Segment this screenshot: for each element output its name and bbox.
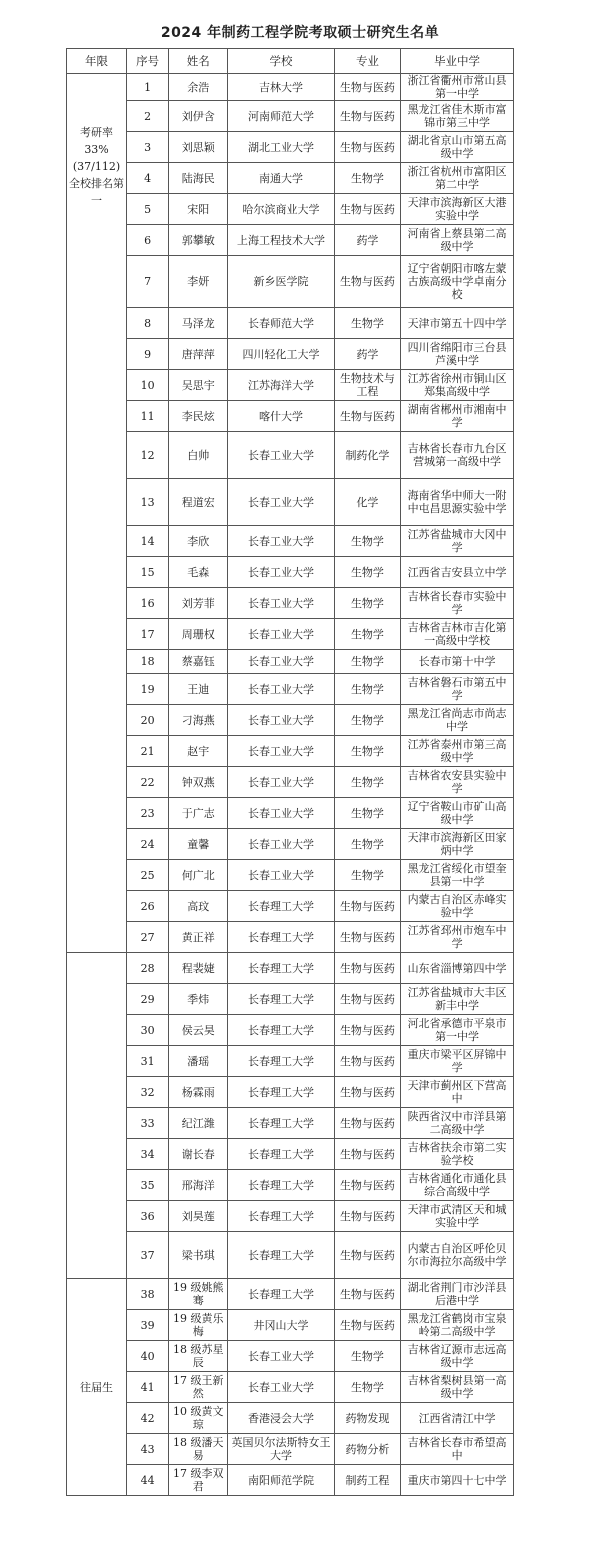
table-row (67, 1372, 514, 1403)
highschool-cell: 吉林省扶余市第二实验学校 (401, 1139, 514, 1170)
school-cell: 长春工业大学 (228, 1341, 334, 1372)
name-cell: 17 级李双君 (169, 1465, 228, 1496)
name-cell: 梁书琪 (169, 1232, 228, 1279)
seq-cell: 11 (127, 401, 169, 432)
name-cell: 王迪 (169, 674, 228, 705)
table-row (67, 829, 514, 860)
major-cell: 制药工程 (334, 1465, 400, 1496)
highschool-cell: 海南省华中师大一附中屯昌思源实验中学 (401, 479, 514, 526)
major-cell: 生物与医药 (334, 1139, 400, 1170)
school-cell: 长春工业大学 (228, 860, 334, 891)
school-cell: 长春理工大学 (228, 1046, 334, 1077)
school-cell: 英国贝尔法斯特女王大学 (228, 1434, 334, 1465)
seq-cell: 30 (127, 1015, 169, 1046)
admission-table (66, 48, 514, 1496)
seq-cell: 22 (127, 767, 169, 798)
header-name: 姓名 (169, 49, 228, 74)
major-cell: 生物学 (334, 705, 400, 736)
name-cell: 李妍 (169, 256, 228, 308)
table-row (67, 588, 514, 619)
table-row (67, 557, 514, 588)
seq-cell: 27 (127, 922, 169, 953)
school-cell: 香港浸会大学 (228, 1403, 334, 1434)
table-row (67, 1170, 514, 1201)
table-row (67, 767, 514, 798)
seq-cell: 33 (127, 1108, 169, 1139)
seq-cell: 28 (127, 953, 169, 984)
highschool-cell: 辽宁省鞍山市矿山高级中学 (401, 798, 514, 829)
highschool-cell: 吉林省磐石市第五中学 (401, 674, 514, 705)
school-cell: 四川轻化工大学 (228, 339, 334, 370)
major-cell: 生物技术与工程 (334, 370, 400, 401)
table-row (67, 1310, 514, 1341)
table-row (67, 860, 514, 891)
highschool-cell: 吉林省长春市实验中学 (401, 588, 514, 619)
major-cell: 生物与医药 (334, 1015, 400, 1046)
seq-cell: 23 (127, 798, 169, 829)
highschool-cell: 长春市第十中学 (401, 650, 514, 674)
name-cell: 高玟 (169, 891, 228, 922)
table-row (67, 74, 514, 101)
table-row (67, 432, 514, 479)
school-cell: 长春理工大学 (228, 1170, 334, 1201)
school-cell: 长春理工大学 (228, 891, 334, 922)
name-cell: 季炜 (169, 984, 228, 1015)
name-cell: 余浩 (169, 74, 228, 101)
name-cell: 钟双燕 (169, 767, 228, 798)
table-row (67, 705, 514, 736)
name-cell: 谢长春 (169, 1139, 228, 1170)
highschool-cell: 浙江省衢州市常山县第一中学 (401, 74, 514, 101)
table-row (67, 1232, 514, 1279)
school-cell: 长春理工大学 (228, 1108, 334, 1139)
school-cell: 长春工业大学 (228, 526, 334, 557)
major-cell: 生物学 (334, 557, 400, 588)
table-row (67, 1077, 514, 1108)
major-cell: 药物分析 (334, 1434, 400, 1465)
highschool-cell: 四川省绵阳市三台县芦溪中学 (401, 339, 514, 370)
major-cell: 制药化学 (334, 432, 400, 479)
seq-cell: 20 (127, 705, 169, 736)
major-cell: 生物学 (334, 163, 400, 194)
major-cell: 生物学 (334, 650, 400, 674)
highschool-cell: 江苏省泰州市第三高级中学 (401, 736, 514, 767)
name-cell: 潘瑶 (169, 1046, 228, 1077)
name-cell: 吴思宇 (169, 370, 228, 401)
name-cell: 周珊权 (169, 619, 228, 650)
seq-cell: 15 (127, 557, 169, 588)
table-row (67, 1403, 514, 1434)
school-cell: 长春工业大学 (228, 650, 334, 674)
seq-cell: 32 (127, 1077, 169, 1108)
table-row (67, 1108, 514, 1139)
seq-cell: 7 (127, 256, 169, 308)
seq-cell: 13 (127, 479, 169, 526)
school-cell: 长春工业大学 (228, 736, 334, 767)
major-cell: 生物学 (334, 308, 400, 339)
highschool-cell: 辽宁省朝阳市喀左蒙古族高级中学卓南分校 (401, 256, 514, 308)
school-cell: 南阳师范学院 (228, 1465, 334, 1496)
school-cell: 长春工业大学 (228, 674, 334, 705)
highschool-cell: 天津市滨海新区大港实验中学 (401, 194, 514, 225)
school-cell: 长春理工大学 (228, 984, 334, 1015)
name-cell: 邢海洋 (169, 1170, 228, 1201)
school-cell: 上海工程技术大学 (228, 225, 334, 256)
table-row (67, 922, 514, 953)
highschool-cell: 重庆市第四十七中学 (401, 1465, 514, 1496)
school-cell: 长春工业大学 (228, 798, 334, 829)
seq-cell: 37 (127, 1232, 169, 1279)
seq-cell: 31 (127, 1046, 169, 1077)
seq-cell: 40 (127, 1341, 169, 1372)
header-school: 学校 (228, 49, 334, 74)
seq-cell: 34 (127, 1139, 169, 1170)
major-cell: 生物学 (334, 526, 400, 557)
highschool-cell: 湖北省京山市第五高级中学 (401, 132, 514, 163)
table-row (67, 1015, 514, 1046)
seq-cell: 8 (127, 308, 169, 339)
name-cell: 郭攀敏 (169, 225, 228, 256)
highschool-cell: 天津市滨海新区田家炳中学 (401, 829, 514, 860)
major-cell: 生物与医药 (334, 984, 400, 1015)
seq-cell: 2 (127, 101, 169, 132)
name-cell: 黄正祥 (169, 922, 228, 953)
name-cell: 刘思颖 (169, 132, 228, 163)
highschool-cell: 吉林省农安县实验中学 (401, 767, 514, 798)
table-row (67, 736, 514, 767)
school-cell: 长春工业大学 (228, 1372, 334, 1403)
seq-cell: 41 (127, 1372, 169, 1403)
table-row (67, 984, 514, 1015)
page-title: 2024 年制药工程学院考取硕士研究生名单 (160, 25, 440, 41)
school-cell: 南通大学 (228, 163, 334, 194)
school-cell: 长春理工大学 (228, 953, 334, 984)
name-cell: 程道宏 (169, 479, 228, 526)
name-cell: 童馨 (169, 829, 228, 860)
seq-cell: 18 (127, 650, 169, 674)
name-cell: 刘伊含 (169, 101, 228, 132)
table-row (67, 132, 514, 163)
highschool-cell: 陕西省汉中市洋县第二高级中学 (401, 1108, 514, 1139)
highschool-cell: 重庆市梁平区屏锦中学 (401, 1046, 514, 1077)
table-row (67, 256, 514, 308)
table-row (67, 674, 514, 705)
highschool-cell: 天津市蓟州区下营高中 (401, 1077, 514, 1108)
name-cell: 18 级潘天易 (169, 1434, 228, 1465)
school-cell: 哈尔滨商业大学 (228, 194, 334, 225)
name-cell: 赵宇 (169, 736, 228, 767)
header-row (67, 49, 514, 74)
school-cell: 长春工业大学 (228, 588, 334, 619)
seq-cell: 6 (127, 225, 169, 256)
seq-cell: 35 (127, 1170, 169, 1201)
seq-cell: 25 (127, 860, 169, 891)
table-row (67, 798, 514, 829)
school-cell: 长春工业大学 (228, 705, 334, 736)
highschool-cell: 吉林省吉林市吉化第一高级中学校 (401, 619, 514, 650)
school-cell: 长春师范大学 (228, 308, 334, 339)
name-cell: 李民炫 (169, 401, 228, 432)
seq-cell: 17 (127, 619, 169, 650)
school-cell: 新乡医学院 (228, 256, 334, 308)
table-row (67, 479, 514, 526)
major-cell: 生物与医药 (334, 1201, 400, 1232)
school-cell: 长春理工大学 (228, 1232, 334, 1279)
header-year: 年限 (67, 49, 127, 74)
seq-cell: 29 (127, 984, 169, 1015)
school-cell: 江苏海洋大学 (228, 370, 334, 401)
seq-cell: 3 (127, 132, 169, 163)
school-cell: 长春工业大学 (228, 829, 334, 860)
highschool-cell: 黑龙江省佳木斯市富锦市第三中学 (401, 101, 514, 132)
table-row (67, 619, 514, 650)
major-cell: 生物与医药 (334, 1170, 400, 1201)
highschool-cell: 内蒙古自治区赤峰实验中学 (401, 891, 514, 922)
school-cell: 井冈山大学 (228, 1310, 334, 1341)
highschool-cell: 河南省上蔡县第二高级中学 (401, 225, 514, 256)
major-cell: 生物与医药 (334, 194, 400, 225)
header-major: 专业 (334, 49, 400, 74)
name-cell: 纪江潍 (169, 1108, 228, 1139)
name-cell: 19 级黄乐梅 (169, 1310, 228, 1341)
school-cell: 长春理工大学 (228, 1139, 334, 1170)
table-row (67, 1279, 514, 1310)
highschool-cell: 江西省吉安县立中学 (401, 557, 514, 588)
school-cell: 长春工业大学 (228, 479, 334, 526)
highschool-cell: 湖北省荆门市沙洋县后港中学 (401, 1279, 514, 1310)
name-cell: 刁海燕 (169, 705, 228, 736)
seq-cell: 12 (127, 432, 169, 479)
major-cell: 生物与医药 (334, 1279, 400, 1310)
name-cell: 李欣 (169, 526, 228, 557)
table-row (67, 891, 514, 922)
major-cell: 生物学 (334, 674, 400, 705)
header-highschool: 毕业中学 (401, 49, 514, 74)
highschool-cell: 江苏省邳州市炮车中学 (401, 922, 514, 953)
table-row (67, 1139, 514, 1170)
major-cell: 生物学 (334, 860, 400, 891)
major-cell: 生物与医药 (334, 401, 400, 432)
seq-cell: 42 (127, 1403, 169, 1434)
name-cell: 陆海民 (169, 163, 228, 194)
table-row (67, 1434, 514, 1465)
major-cell: 生物与医药 (334, 891, 400, 922)
seq-cell: 9 (127, 339, 169, 370)
name-cell: 10 级黄文琼 (169, 1403, 228, 1434)
name-cell: 唐萍萍 (169, 339, 228, 370)
highschool-cell: 江苏省徐州市铜山区郑集高级中学 (401, 370, 514, 401)
major-cell: 生物学 (334, 798, 400, 829)
school-cell: 长春理工大学 (228, 1077, 334, 1108)
major-cell: 生物与医药 (334, 953, 400, 984)
highschool-cell: 天津市第五十四中学 (401, 308, 514, 339)
table-row (67, 1341, 514, 1372)
school-cell: 长春工业大学 (228, 619, 334, 650)
seq-cell: 4 (127, 163, 169, 194)
name-cell: 于广志 (169, 798, 228, 829)
major-cell: 生物与医药 (334, 74, 400, 101)
major-cell: 生物与医药 (334, 1046, 400, 1077)
name-cell: 白帅 (169, 432, 228, 479)
major-cell: 生物学 (334, 829, 400, 860)
seq-cell: 16 (127, 588, 169, 619)
seq-cell: 44 (127, 1465, 169, 1496)
highschool-cell: 黑龙江省尚志市尚志中学 (401, 705, 514, 736)
name-cell: 刘芳菲 (169, 588, 228, 619)
table-row (67, 1046, 514, 1077)
group-label: 考研率 33%(37/112) 全校排名第一 (67, 74, 127, 953)
highschool-cell: 吉林省长春市希望高中 (401, 1434, 514, 1465)
major-cell: 生物学 (334, 1341, 400, 1372)
name-cell: 19 级姚熊骞 (169, 1279, 228, 1310)
highschool-cell: 吉林省通化市通化县综合高级中学 (401, 1170, 514, 1201)
name-cell: 杨霖雨 (169, 1077, 228, 1108)
major-cell: 生物与医药 (334, 922, 400, 953)
seq-cell: 1 (127, 74, 169, 101)
table-row (67, 1201, 514, 1232)
major-cell: 药物发现 (334, 1403, 400, 1434)
table-row (67, 225, 514, 256)
major-cell: 生物学 (334, 1372, 400, 1403)
school-cell: 长春理工大学 (228, 1201, 334, 1232)
major-cell: 生物与医药 (334, 256, 400, 308)
group-label: 往届生 (67, 1279, 127, 1496)
seq-cell: 14 (127, 526, 169, 557)
highschool-cell: 江苏省盐城市大丰区新丰中学 (401, 984, 514, 1015)
major-cell: 生物与医药 (334, 1077, 400, 1108)
seq-cell: 10 (127, 370, 169, 401)
major-cell: 生物学 (334, 736, 400, 767)
major-cell: 生物与医药 (334, 132, 400, 163)
seq-cell: 26 (127, 891, 169, 922)
name-cell: 宋阳 (169, 194, 228, 225)
major-cell: 生物与医药 (334, 1108, 400, 1139)
highschool-cell: 吉林省辽源市志远高级中学 (401, 1341, 514, 1372)
major-cell: 生物与医药 (334, 1232, 400, 1279)
table-row (67, 526, 514, 557)
name-cell: 毛森 (169, 557, 228, 588)
header-no: 序号 (127, 49, 169, 74)
school-cell: 长春工业大学 (228, 557, 334, 588)
table-row (67, 308, 514, 339)
major-cell: 生物与医药 (334, 101, 400, 132)
group-label (67, 953, 127, 1279)
table-row (67, 401, 514, 432)
name-cell: 18 级苏星辰 (169, 1341, 228, 1372)
highschool-cell: 山东省淄博第四中学 (401, 953, 514, 984)
name-cell: 何广北 (169, 860, 228, 891)
table-row (67, 339, 514, 370)
highschool-cell: 湖南省郴州市湘南中学 (401, 401, 514, 432)
highschool-cell: 江苏省盐城市大冈中学 (401, 526, 514, 557)
major-cell: 生物学 (334, 619, 400, 650)
seq-cell: 43 (127, 1434, 169, 1465)
table-row (67, 163, 514, 194)
table-row (67, 101, 514, 132)
name-cell: 蔡嘉钰 (169, 650, 228, 674)
major-cell: 生物与医药 (334, 1310, 400, 1341)
school-cell: 喀什大学 (228, 401, 334, 432)
highschool-cell: 浙江省杭州市富阳区第二中学 (401, 163, 514, 194)
highschool-cell: 天津市武清区天和城实验中学 (401, 1201, 514, 1232)
name-cell: 马泽龙 (169, 308, 228, 339)
highschool-cell: 江西省清江中学 (401, 1403, 514, 1434)
school-cell: 吉林大学 (228, 74, 334, 101)
seq-cell: 38 (127, 1279, 169, 1310)
school-cell: 长春理工大学 (228, 922, 334, 953)
seq-cell: 24 (127, 829, 169, 860)
seq-cell: 36 (127, 1201, 169, 1232)
school-cell: 长春理工大学 (228, 1015, 334, 1046)
name-cell: 程裴婕 (169, 953, 228, 984)
seq-cell: 21 (127, 736, 169, 767)
major-cell: 生物学 (334, 588, 400, 619)
seq-cell: 39 (127, 1310, 169, 1341)
name-cell: 17 级王新然 (169, 1372, 228, 1403)
school-cell: 长春工业大学 (228, 767, 334, 798)
seq-cell: 19 (127, 674, 169, 705)
highschool-cell: 河北省承德市平泉市第一中学 (401, 1015, 514, 1046)
highschool-cell: 吉林省梨树县第一高级中学 (401, 1372, 514, 1403)
name-cell: 侯云昊 (169, 1015, 228, 1046)
table-row (67, 370, 514, 401)
school-cell: 湖北工业大学 (228, 132, 334, 163)
table-row (67, 953, 514, 984)
name-cell: 刘昊莲 (169, 1201, 228, 1232)
table-row (67, 194, 514, 225)
major-cell: 生物学 (334, 767, 400, 798)
table-row (67, 1465, 514, 1496)
highschool-cell: 黑龙江省绥化市望奎县第一中学 (401, 860, 514, 891)
major-cell: 化学 (334, 479, 400, 526)
seq-cell: 5 (127, 194, 169, 225)
table-row (67, 650, 514, 674)
major-cell: 药学 (334, 225, 400, 256)
highschool-cell: 黑龙江省鹤岗市宝泉岭第二高级中学 (401, 1310, 514, 1341)
highschool-cell: 吉林省长春市九台区营城第一高级中学 (401, 432, 514, 479)
school-cell: 长春工业大学 (228, 432, 334, 479)
school-cell: 长春理工大学 (228, 1279, 334, 1310)
school-cell: 河南师范大学 (228, 101, 334, 132)
major-cell: 药学 (334, 339, 400, 370)
highschool-cell: 内蒙古自治区呼伦贝尔市海拉尔高级中学 (401, 1232, 514, 1279)
